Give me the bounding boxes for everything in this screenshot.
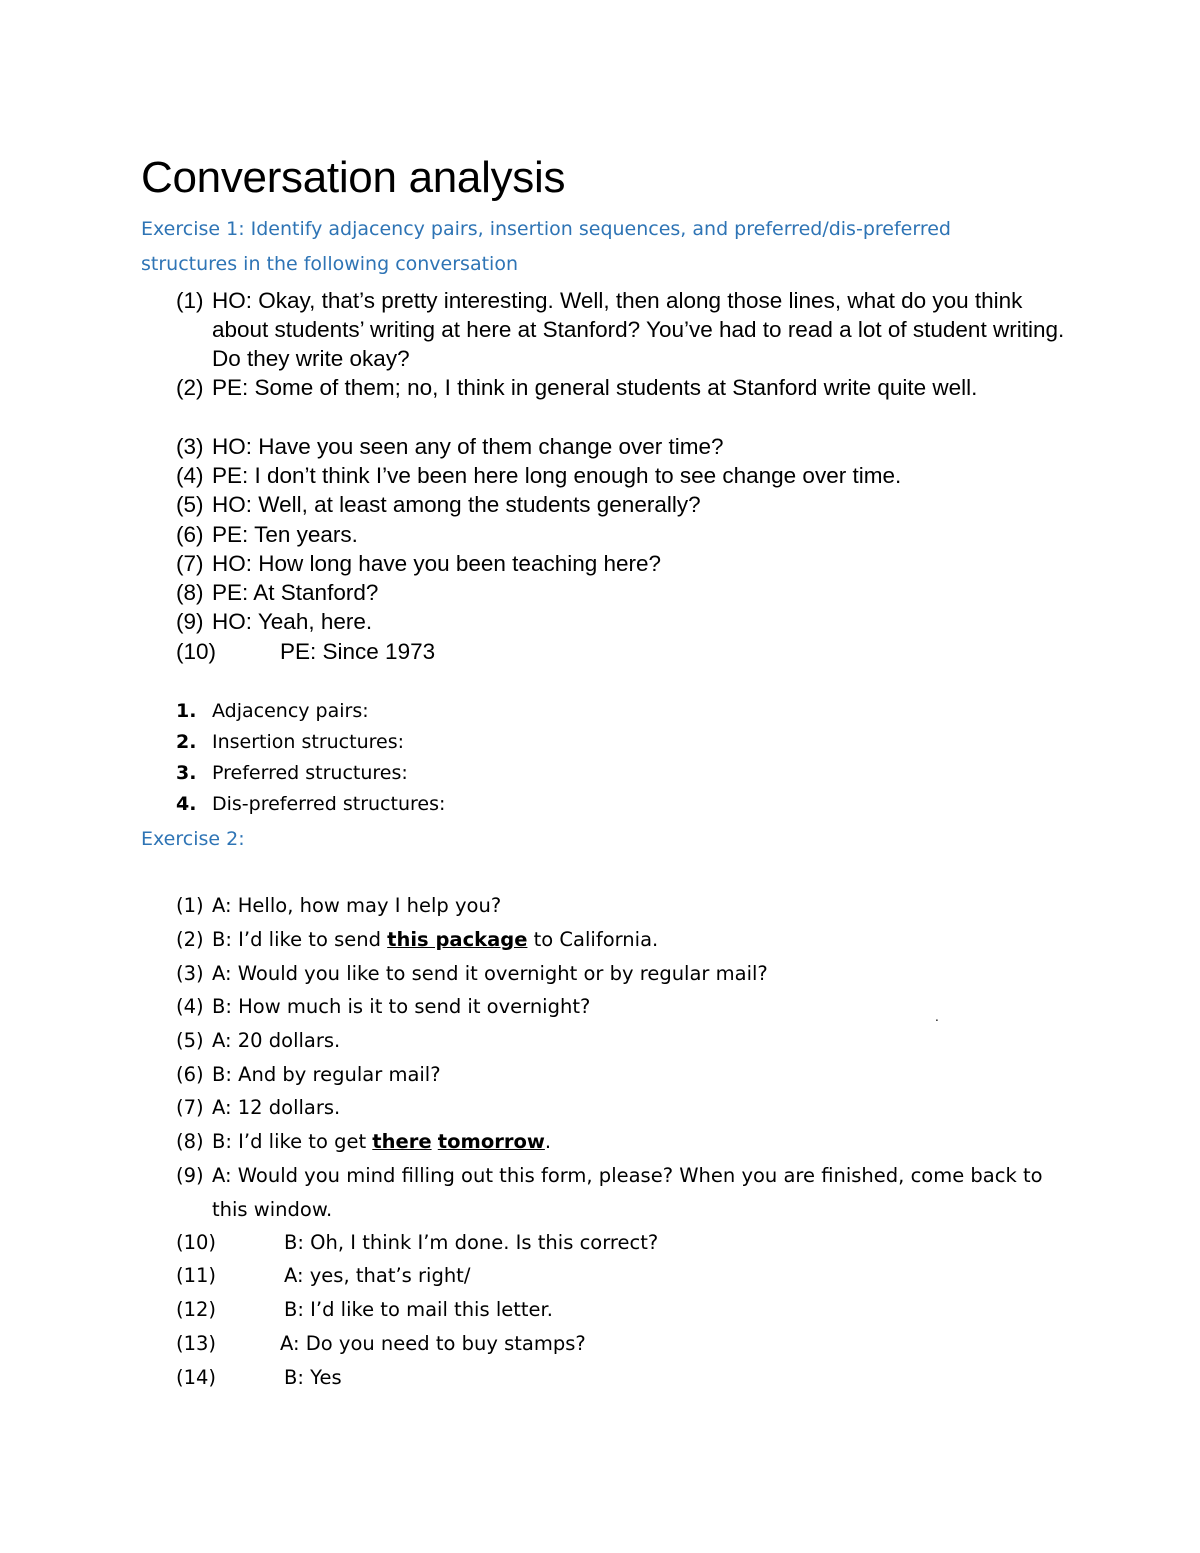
ex1-turn: (8) PE: At Stanford? — [176, 580, 379, 605]
ex1-turn: (1) HO: Okay, that’s pretty interesting. Well, then along those lines, what do you think about students’ writing at here at Stanford? You’ve had to read a lot of student writing. Do they write okay? — [176, 288, 1065, 371]
ex1-turn: (5) HO: Well, at least among the students generally? — [176, 492, 701, 517]
ex1-turn: (9) HO: Yeah, here. — [176, 609, 373, 634]
question-item: 1. Adjacency pairs: — [176, 700, 369, 722]
ex2-turn: (4) B: How much is it to send it overnight? — [176, 995, 591, 1018]
ex2-turn: (11) A: yes, that’s right/ — [176, 1264, 471, 1287]
ex2-turn: (10) B: Oh, I think I’m done. Is this correct? — [176, 1231, 659, 1254]
underlined-word: there — [372, 1130, 432, 1153]
underlined-word: tomorrow — [437, 1130, 545, 1153]
ex1-turn: (4) PE: I don’t think I’ve been here long enough to see change over time. — [176, 463, 902, 488]
stray-mark: . — [935, 1010, 939, 1024]
ex2-turn: (12) B: I’d like to mail this letter. — [176, 1298, 553, 1321]
ex2-turn: (5) A: 20 dollars. — [176, 1029, 341, 1052]
underlined-phrase: this package — [387, 928, 528, 951]
ex2-turn: (1) A: Hello, how may I help you? — [176, 894, 502, 917]
exercise-1-heading: Exercise 1: Identify adjacency pairs, insertion sequences, and preferred/dis-preferred structures in the following conversation — [141, 218, 951, 275]
ex2-turn: (9) A: Would you mind filling out this form, please? When you are finished, come back to this window. — [176, 1164, 1043, 1221]
ex2-turn: (8) B: I’d like to get there tomorrow. — [176, 1130, 552, 1153]
question-item: 2. Insertion structures: — [176, 731, 405, 753]
ex2-turn: (6) B: And by regular mail? — [176, 1063, 441, 1086]
ex1-turn: (2) PE: Some of them; no, I think in general students at Stanford write quite well. — [176, 375, 978, 400]
ex1-turn: (7) HO: How long have you been teaching here? — [176, 551, 662, 576]
exercise-2-heading: Exercise 2: — [141, 828, 245, 850]
ex1-turn: (6) PE: Ten years. — [176, 522, 358, 547]
ex1-turn: (3) HO: Have you seen any of them change over time? — [176, 434, 724, 459]
ex2-turn: (3) A: Would you like to send it overnight or by regular mail? — [176, 962, 768, 985]
page-title: Conversation analysis — [141, 153, 566, 202]
ex2-turn: (14) B: Yes — [176, 1366, 342, 1389]
question-item: 4. Dis-preferred structures: — [176, 793, 446, 815]
question-item: 3. Preferred structures: — [176, 762, 408, 784]
ex2-turn: (13) A: Do you need to buy stamps? — [176, 1332, 586, 1355]
ex1-turn: (10) PE: Since 1973 — [176, 639, 436, 664]
ex2-turn: (7) A: 12 dollars. — [176, 1096, 341, 1119]
ex2-turn: (2) B: I’d like to send this package to California. — [176, 928, 659, 951]
